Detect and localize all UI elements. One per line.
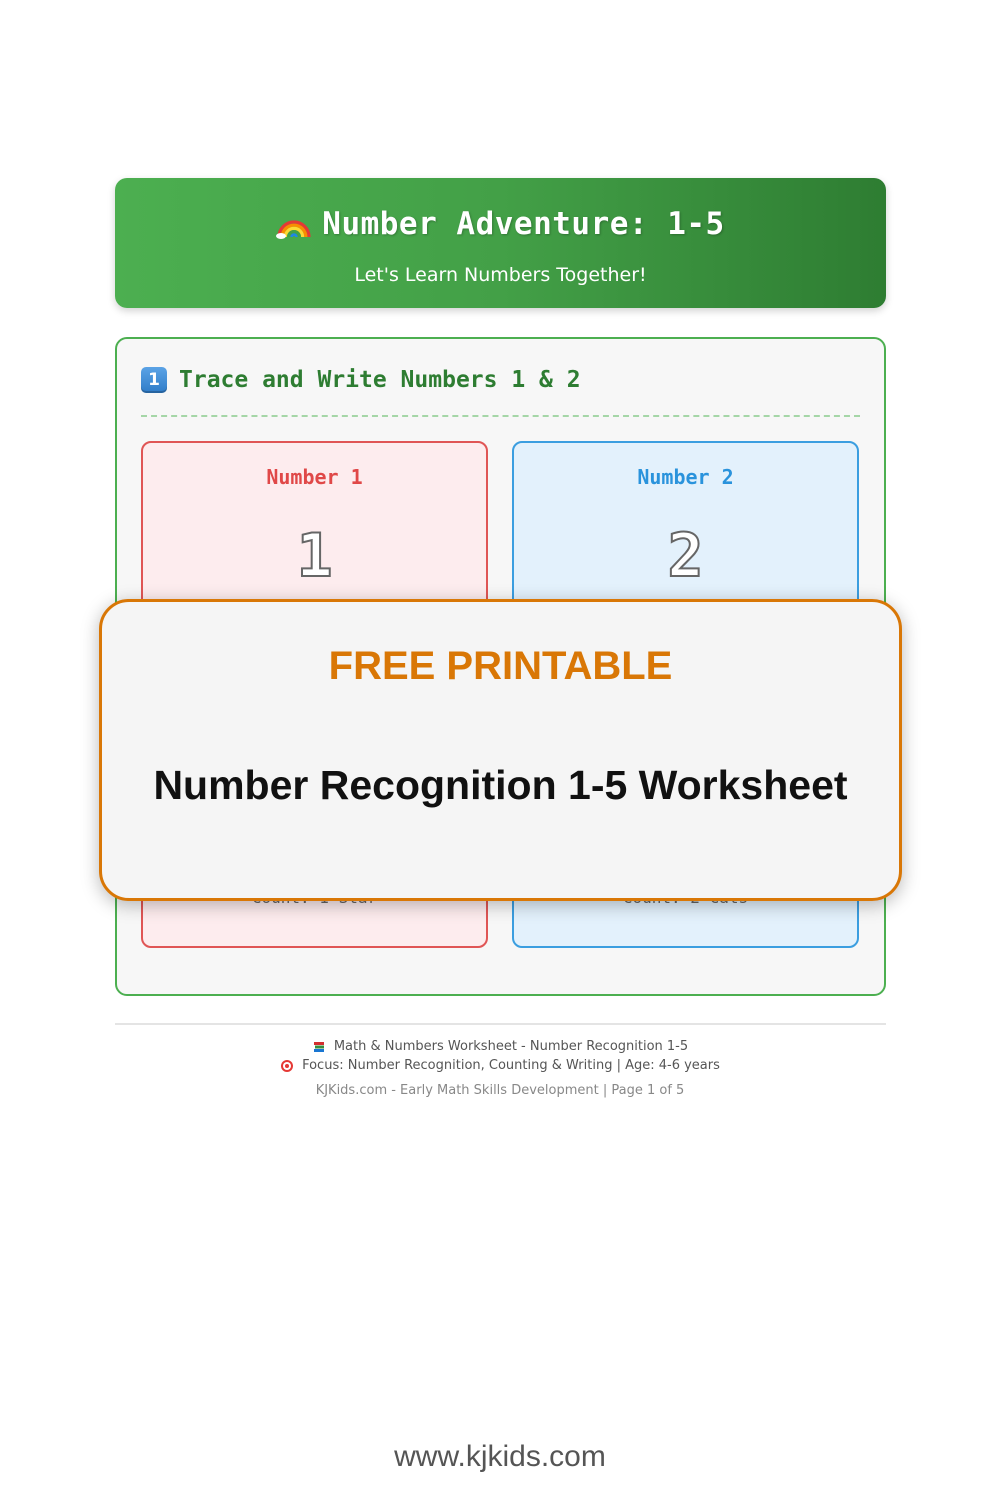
header-title: Number Adventure: 1-5 [322, 206, 725, 242]
trace-numeral: 2 [667, 521, 704, 591]
site-url: www.kjkids.com [394, 1440, 606, 1473]
number-box-label: Number 2 [637, 465, 734, 489]
header-banner [115, 178, 886, 308]
section-heading [141, 367, 581, 393]
footer-line-subject [0, 1039, 1000, 1054]
books-icon [312, 1040, 326, 1054]
overlay-tag: FREE PRINTABLE [328, 644, 673, 688]
footer-site-text: KJKids.com - Early Math Skills Development | Page 1 of 5 [315, 1083, 685, 1098]
header-subtitle: Let's Learn Numbers Together! [354, 264, 647, 286]
footer-line-site [0, 1083, 1000, 1098]
section-divider [141, 415, 860, 417]
worksheet-name: Number Recognition 1-5 Worksheet [153, 762, 848, 808]
free-printable-overlay [99, 599, 902, 901]
footer-focus-text: Focus: Number Recognition, Counting & Writing | Age: 4-6 years [302, 1058, 720, 1073]
target-icon [280, 1059, 294, 1073]
footer-line-focus [0, 1058, 1000, 1073]
footer-divider [115, 1023, 886, 1025]
section-title: Trace and Write Numbers 1 & 2 [179, 367, 581, 393]
number-box-label: Number 1 [266, 465, 363, 489]
header-title-row [115, 206, 886, 242]
keycap-one-icon: 1 [141, 367, 167, 393]
rainbow-icon [276, 209, 312, 239]
footer-subject-text: Math & Numbers Worksheet - Number Recognition 1-5 [333, 1039, 689, 1054]
trace-numeral: 1 [296, 521, 333, 591]
